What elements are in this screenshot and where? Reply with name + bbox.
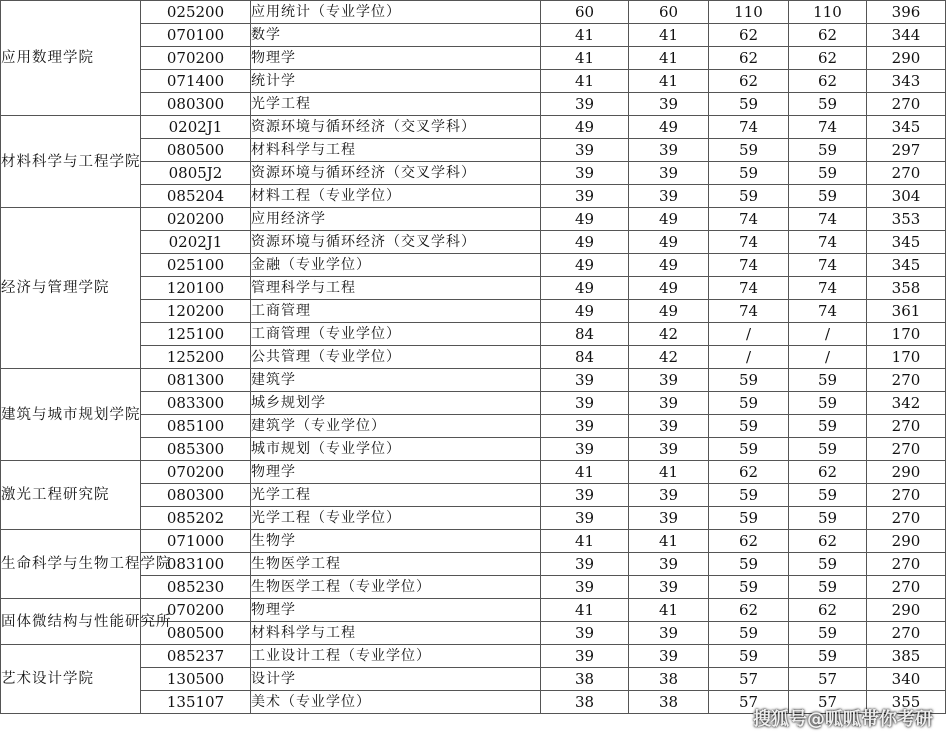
- major-name: 光学工程: [251, 93, 541, 116]
- score-politics: 39: [541, 93, 629, 116]
- major-name: 材料科学与工程: [251, 139, 541, 162]
- score-subject-1: 59: [709, 139, 789, 162]
- score-subject-1: /: [709, 323, 789, 346]
- major-name: 工商管理（专业学位）: [251, 323, 541, 346]
- table-row: [1, 300, 946, 323]
- major-code: 070200: [141, 599, 251, 622]
- score-politics: 39: [541, 415, 629, 438]
- score-total: 270: [867, 553, 946, 576]
- score-foreign-language: 39: [629, 415, 709, 438]
- score-politics: 84: [541, 323, 629, 346]
- score-foreign-language: 39: [629, 622, 709, 645]
- table-body: [1, 1, 946, 714]
- major-code: 025100: [141, 254, 251, 277]
- major-name: 材料科学与工程: [251, 622, 541, 645]
- major-code: 080300: [141, 484, 251, 507]
- score-foreign-language: 38: [629, 668, 709, 691]
- score-total: 270: [867, 369, 946, 392]
- table-row: [1, 461, 946, 484]
- major-name: 工商管理: [251, 300, 541, 323]
- college-name: 经济与管理学院: [1, 208, 141, 369]
- major-name: 美术（专业学位）: [251, 691, 541, 714]
- score-total: 270: [867, 484, 946, 507]
- score-politics: 39: [541, 553, 629, 576]
- score-politics: 39: [541, 139, 629, 162]
- score-foreign-language: 39: [629, 93, 709, 116]
- score-politics: 39: [541, 576, 629, 599]
- major-code: 083100: [141, 553, 251, 576]
- score-subject-2: 62: [789, 47, 867, 70]
- score-subject-1: 62: [709, 461, 789, 484]
- score-politics: 84: [541, 346, 629, 369]
- table-row: [1, 346, 946, 369]
- major-code: 135107: [141, 691, 251, 714]
- major-code: 0202J1: [141, 231, 251, 254]
- score-subject-2: 59: [789, 507, 867, 530]
- score-politics: 41: [541, 47, 629, 70]
- major-code: 120200: [141, 300, 251, 323]
- score-foreign-language: 39: [629, 553, 709, 576]
- score-subject-2: 59: [789, 162, 867, 185]
- table-row: [1, 507, 946, 530]
- table-row: [1, 93, 946, 116]
- score-foreign-language: 39: [629, 392, 709, 415]
- score-subject-2: /: [789, 323, 867, 346]
- score-foreign-language: 39: [629, 369, 709, 392]
- score-politics: 39: [541, 645, 629, 668]
- score-total: 340: [867, 668, 946, 691]
- score-subject-2: 62: [789, 24, 867, 47]
- major-name: 资源环境与循环经济（交叉学科）: [251, 116, 541, 139]
- score-subject-1: 59: [709, 622, 789, 645]
- major-name: 城市规划（专业学位）: [251, 438, 541, 461]
- table-row: [1, 668, 946, 691]
- score-foreign-language: 39: [629, 185, 709, 208]
- major-code: 071400: [141, 70, 251, 93]
- score-total: 297: [867, 139, 946, 162]
- table-row: [1, 70, 946, 93]
- score-total: 270: [867, 622, 946, 645]
- major-code: 070100: [141, 24, 251, 47]
- score-foreign-language: 39: [629, 576, 709, 599]
- college-name: 材料科学与工程学院: [1, 116, 141, 208]
- score-total: 290: [867, 530, 946, 553]
- table-row: [1, 1, 946, 24]
- score-total: 270: [867, 415, 946, 438]
- table-row: [1, 392, 946, 415]
- score-subject-2: 59: [789, 185, 867, 208]
- score-subject-2: 59: [789, 645, 867, 668]
- table-row: [1, 599, 946, 622]
- college-name: 生命科学与生物工程学院: [1, 530, 141, 599]
- table-row: [1, 185, 946, 208]
- score-subject-2: 74: [789, 277, 867, 300]
- score-subject-1: 62: [709, 24, 789, 47]
- score-subject-1: 62: [709, 599, 789, 622]
- major-code: 080500: [141, 139, 251, 162]
- major-name: 物理学: [251, 599, 541, 622]
- score-subject-2: 62: [789, 530, 867, 553]
- college-name: 建筑与城市规划学院: [1, 369, 141, 461]
- major-name: 管理科学与工程: [251, 277, 541, 300]
- score-subject-1: 57: [709, 691, 789, 714]
- score-foreign-language: 60: [629, 1, 709, 24]
- score-subject-1: /: [709, 346, 789, 369]
- major-name: 生物医学工程（专业学位）: [251, 576, 541, 599]
- score-subject-2: 59: [789, 369, 867, 392]
- table-row: [1, 484, 946, 507]
- score-politics: 49: [541, 254, 629, 277]
- score-total: 270: [867, 507, 946, 530]
- score-subject-2: 57: [789, 668, 867, 691]
- score-total: 270: [867, 162, 946, 185]
- major-name: 光学工程: [251, 484, 541, 507]
- score-foreign-language: 39: [629, 162, 709, 185]
- score-total: 345: [867, 254, 946, 277]
- table-row: [1, 369, 946, 392]
- score-total: 385: [867, 645, 946, 668]
- major-name: 统计学: [251, 70, 541, 93]
- table-row: [1, 415, 946, 438]
- score-politics: 39: [541, 392, 629, 415]
- score-subject-2: 74: [789, 116, 867, 139]
- score-foreign-language: 42: [629, 346, 709, 369]
- major-name: 公共管理（专业学位）: [251, 346, 541, 369]
- score-politics: 41: [541, 70, 629, 93]
- major-name: 建筑学（专业学位）: [251, 415, 541, 438]
- major-code: 081300: [141, 369, 251, 392]
- score-subject-1: 74: [709, 208, 789, 231]
- score-politics: 49: [541, 208, 629, 231]
- score-subject-2: 59: [789, 553, 867, 576]
- score-politics: 38: [541, 668, 629, 691]
- score-total: 270: [867, 93, 946, 116]
- score-politics: 39: [541, 369, 629, 392]
- score-subject-1: 74: [709, 300, 789, 323]
- score-subject-2: /: [789, 346, 867, 369]
- score-foreign-language: 39: [629, 438, 709, 461]
- score-subject-1: 59: [709, 415, 789, 438]
- major-name: 金融（专业学位）: [251, 254, 541, 277]
- table-row: [1, 277, 946, 300]
- score-subject-2: 59: [789, 392, 867, 415]
- major-code: 080300: [141, 93, 251, 116]
- score-politics: 39: [541, 484, 629, 507]
- score-total: 290: [867, 599, 946, 622]
- table-row: [1, 438, 946, 461]
- score-subject-1: 59: [709, 185, 789, 208]
- score-politics: 49: [541, 116, 629, 139]
- major-name: 资源环境与循环经济（交叉学科）: [251, 162, 541, 185]
- score-subject-1: 59: [709, 438, 789, 461]
- major-code: 085300: [141, 438, 251, 461]
- score-foreign-language: 49: [629, 277, 709, 300]
- score-subject-1: 110: [709, 1, 789, 24]
- score-subject-2: 74: [789, 231, 867, 254]
- college-name: 应用数理学院: [1, 1, 141, 116]
- score-subject-2: 59: [789, 576, 867, 599]
- score-total: 290: [867, 47, 946, 70]
- table-row: [1, 208, 946, 231]
- score-subject-1: 59: [709, 162, 789, 185]
- major-code: 085230: [141, 576, 251, 599]
- score-foreign-language: 39: [629, 645, 709, 668]
- score-foreign-language: 49: [629, 116, 709, 139]
- major-code: 085100: [141, 415, 251, 438]
- table-row: [1, 576, 946, 599]
- score-subject-1: 74: [709, 116, 789, 139]
- major-name: 设计学: [251, 668, 541, 691]
- major-name: 生物学: [251, 530, 541, 553]
- score-total: 304: [867, 185, 946, 208]
- score-total: 345: [867, 231, 946, 254]
- score-subject-2: 62: [789, 70, 867, 93]
- major-name: 应用经济学: [251, 208, 541, 231]
- score-politics: 49: [541, 231, 629, 254]
- major-code: 020200: [141, 208, 251, 231]
- score-foreign-language: 41: [629, 47, 709, 70]
- major-code: 070200: [141, 47, 251, 70]
- score-subject-2: 59: [789, 438, 867, 461]
- score-subject-2: 74: [789, 208, 867, 231]
- score-subject-2: 59: [789, 93, 867, 116]
- score-foreign-language: 41: [629, 461, 709, 484]
- major-name: 工业设计工程（专业学位）: [251, 645, 541, 668]
- major-code: 080500: [141, 622, 251, 645]
- score-foreign-language: 38: [629, 691, 709, 714]
- score-foreign-language: 41: [629, 599, 709, 622]
- major-name: 应用统计（专业学位）: [251, 1, 541, 24]
- score-foreign-language: 49: [629, 300, 709, 323]
- score-total: 361: [867, 300, 946, 323]
- table-row: [1, 162, 946, 185]
- major-code: 071000: [141, 530, 251, 553]
- score-total: 353: [867, 208, 946, 231]
- table-row: [1, 24, 946, 47]
- score-subject-1: 62: [709, 530, 789, 553]
- score-total: 358: [867, 277, 946, 300]
- score-total: 270: [867, 438, 946, 461]
- major-name: 物理学: [251, 47, 541, 70]
- score-subject-2: 59: [789, 622, 867, 645]
- score-total: 270: [867, 576, 946, 599]
- score-foreign-language: 49: [629, 254, 709, 277]
- score-politics: 39: [541, 162, 629, 185]
- table-row: [1, 645, 946, 668]
- score-subject-1: 74: [709, 277, 789, 300]
- table-row: [1, 530, 946, 553]
- score-total: 345: [867, 116, 946, 139]
- table-row: [1, 47, 946, 70]
- score-subject-1: 59: [709, 576, 789, 599]
- score-total: 342: [867, 392, 946, 415]
- score-subject-1: 74: [709, 254, 789, 277]
- college-name: 艺术设计学院: [1, 645, 141, 714]
- score-subject-1: 59: [709, 392, 789, 415]
- score-foreign-language: 41: [629, 530, 709, 553]
- college-name: 激光工程研究院: [1, 461, 141, 530]
- major-code: 025200: [141, 1, 251, 24]
- major-name: 物理学: [251, 461, 541, 484]
- score-foreign-language: 49: [629, 231, 709, 254]
- score-foreign-language: 39: [629, 507, 709, 530]
- major-code: 085204: [141, 185, 251, 208]
- score-politics: 39: [541, 622, 629, 645]
- major-code: 085202: [141, 507, 251, 530]
- score-subject-1: 59: [709, 93, 789, 116]
- score-foreign-language: 42: [629, 323, 709, 346]
- score-subject-2: 74: [789, 254, 867, 277]
- major-code: 0805J2: [141, 162, 251, 185]
- major-code: 120100: [141, 277, 251, 300]
- score-foreign-language: 41: [629, 24, 709, 47]
- score-subject-1: 62: [709, 47, 789, 70]
- major-code: 130500: [141, 668, 251, 691]
- score-politics: 41: [541, 530, 629, 553]
- college-name: 固体微结构与性能研究所: [1, 599, 141, 645]
- table-row: [1, 323, 946, 346]
- score-subject-2: 59: [789, 415, 867, 438]
- score-politics: 49: [541, 300, 629, 323]
- score-politics: 60: [541, 1, 629, 24]
- major-name: 光学工程（专业学位）: [251, 507, 541, 530]
- watermark-text: 搜狐号@呱呱带你考研: [753, 709, 933, 730]
- score-foreign-language: 39: [629, 484, 709, 507]
- score-total: 170: [867, 323, 946, 346]
- score-subject-2: 62: [789, 461, 867, 484]
- table-row: [1, 231, 946, 254]
- score-subject-1: 59: [709, 553, 789, 576]
- table-row: [1, 116, 946, 139]
- score-politics: 41: [541, 24, 629, 47]
- score-foreign-language: 41: [629, 70, 709, 93]
- major-name: 资源环境与循环经济（交叉学科）: [251, 231, 541, 254]
- major-code: 0202J1: [141, 116, 251, 139]
- score-subject-1: 62: [709, 70, 789, 93]
- score-total: 170: [867, 346, 946, 369]
- major-name: 数学: [251, 24, 541, 47]
- score-subject-2: 74: [789, 300, 867, 323]
- score-foreign-language: 49: [629, 208, 709, 231]
- score-subject-2: 59: [789, 139, 867, 162]
- table-row: [1, 254, 946, 277]
- table-row: [1, 139, 946, 162]
- score-subject-1: 57: [709, 668, 789, 691]
- major-code: 125200: [141, 346, 251, 369]
- score-politics: 38: [541, 691, 629, 714]
- major-code: 085237: [141, 645, 251, 668]
- score-total: 290: [867, 461, 946, 484]
- score-politics: 39: [541, 507, 629, 530]
- major-code: 083300: [141, 392, 251, 415]
- score-total: 355: [867, 691, 946, 714]
- score-subject-2: 62: [789, 599, 867, 622]
- major-name: 建筑学: [251, 369, 541, 392]
- major-code: 125100: [141, 323, 251, 346]
- score-subject-2: 57: [789, 691, 867, 714]
- major-name: 生物医学工程: [251, 553, 541, 576]
- major-name: 城乡规划学: [251, 392, 541, 415]
- score-subject-2: 110: [789, 1, 867, 24]
- score-subject-1: 74: [709, 231, 789, 254]
- major-name: 材料工程（专业学位）: [251, 185, 541, 208]
- score-subject-1: 59: [709, 369, 789, 392]
- score-total: 343: [867, 70, 946, 93]
- score-politics: 49: [541, 277, 629, 300]
- score-subject-1: 59: [709, 645, 789, 668]
- score-foreign-language: 39: [629, 139, 709, 162]
- score-total: 344: [867, 24, 946, 47]
- score-politics: 39: [541, 438, 629, 461]
- score-politics: 39: [541, 185, 629, 208]
- score-politics: 41: [541, 599, 629, 622]
- score-total: 396: [867, 1, 946, 24]
- score-subject-1: 59: [709, 507, 789, 530]
- major-code: 070200: [141, 461, 251, 484]
- score-politics: 41: [541, 461, 629, 484]
- score-subject-1: 59: [709, 484, 789, 507]
- score-subject-2: 59: [789, 484, 867, 507]
